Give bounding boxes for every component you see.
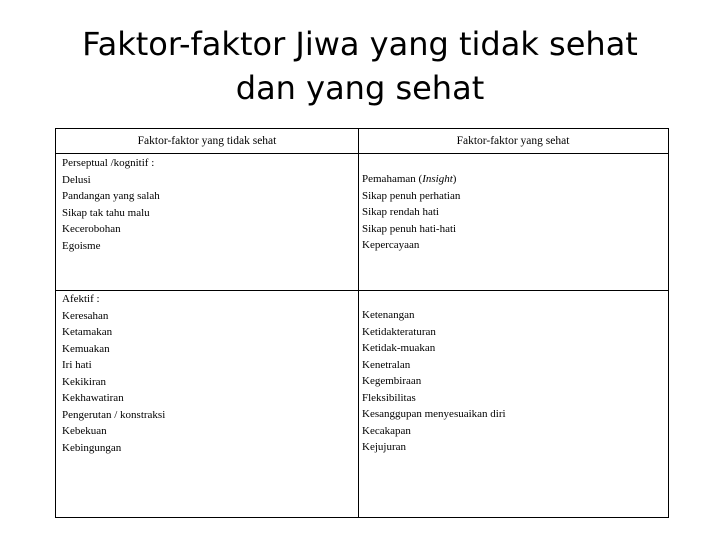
factors-table xyxy=(55,128,669,518)
title-line-1: Faktor-faktor Jiwa yang tidak sehat xyxy=(82,25,638,63)
item-italic-text: Insight xyxy=(422,173,453,185)
list-item: Kekhawatiran xyxy=(62,392,124,404)
list-item: Kegembiraan xyxy=(362,375,422,387)
list-item: Kepercayaan xyxy=(362,239,420,251)
list-item: Sikap penuh hati-hati xyxy=(362,222,457,235)
list-item: Kemuakan xyxy=(62,342,110,355)
list-item: Keresahan xyxy=(62,309,109,322)
list-item xyxy=(362,171,460,188)
header-unhealthy: Faktor-faktor yang tidak sehat xyxy=(137,135,277,147)
cell-affective-unhealthy xyxy=(62,291,165,456)
list-item: Kebekuan xyxy=(62,425,107,437)
list-item: Kenetralan xyxy=(362,358,411,371)
list-item: Iri hati xyxy=(62,359,92,371)
list-item: Kesanggupan menyesuaikan diri xyxy=(362,408,506,420)
list-item: Delusi xyxy=(62,173,91,186)
list-item: Perseptual /kognitif : xyxy=(62,157,155,169)
cell-cognitive-unhealthy xyxy=(62,155,160,254)
list-item: Sikap penuh perhatian xyxy=(362,189,461,202)
list-item: Kecakapan xyxy=(362,424,411,437)
list-item: Kejujuran xyxy=(362,441,406,453)
header-healthy: Faktor-faktor yang sehat xyxy=(456,135,570,147)
list-item: Kekikiran xyxy=(62,375,106,388)
title-line-2: dan yang sehat xyxy=(235,69,485,107)
list-item: Pandangan yang salah xyxy=(62,190,160,202)
cell-cognitive-healthy xyxy=(362,171,460,254)
item-text: ) xyxy=(452,173,457,185)
list-item: Afektif : xyxy=(62,293,100,305)
list-item: Ketidakteraturan xyxy=(362,325,436,338)
list-item: Fleksibilitas xyxy=(362,391,416,404)
item-text: Pemahaman ( xyxy=(362,173,423,185)
list-item: Kecerobohan xyxy=(62,223,121,235)
list-item: Ketamakan xyxy=(62,326,113,338)
list-item: Ketidak-muakan xyxy=(362,342,436,354)
column-divider xyxy=(358,129,359,517)
list-item: Ketenangan xyxy=(362,309,415,321)
list-item: Sikap tak tahu malu xyxy=(62,206,150,219)
list-item: Pengerutan / konstraksi xyxy=(62,408,166,421)
list-item: Egoisme xyxy=(62,239,101,252)
cell-affective-healthy xyxy=(362,307,506,456)
list-item: Kebingungan xyxy=(62,441,122,454)
table-header-row xyxy=(56,129,668,154)
slide-title xyxy=(0,22,720,110)
list-item: Sikap rendah hati xyxy=(362,206,439,218)
